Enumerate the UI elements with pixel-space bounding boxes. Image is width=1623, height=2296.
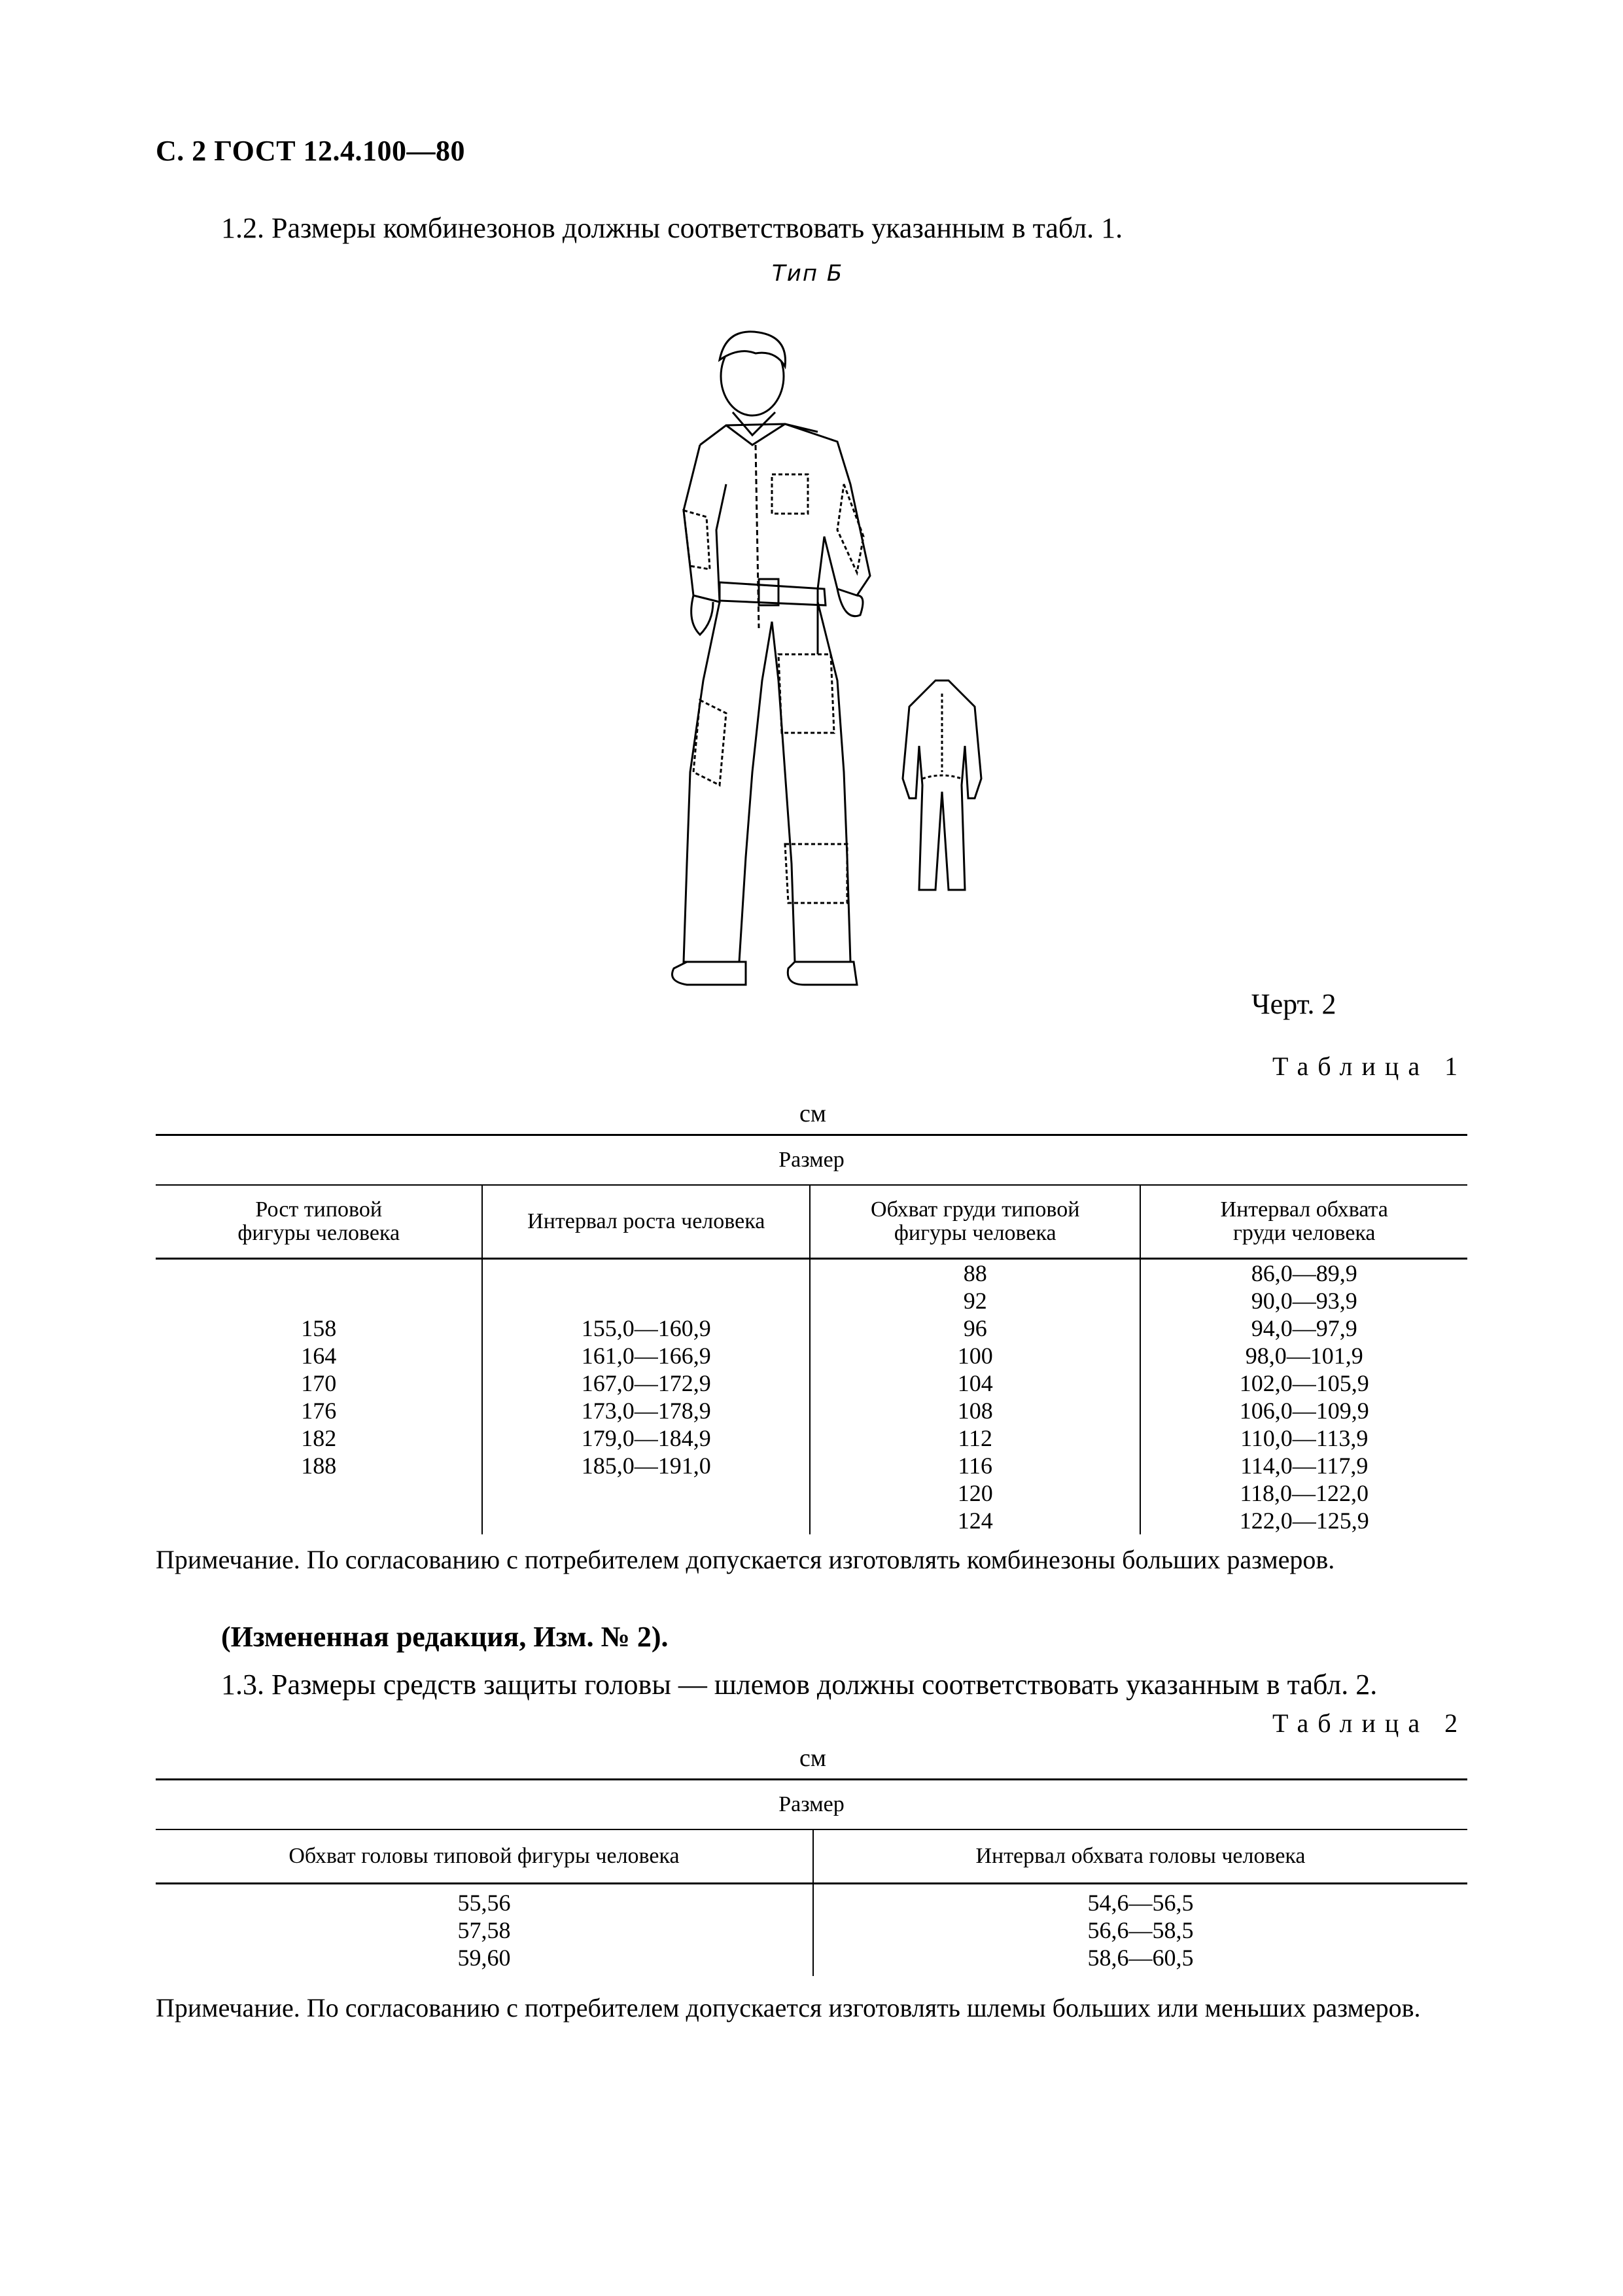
table1-group-header: Размер [156,1135,1467,1186]
table2-col1-header: Обхват головы типовой фигуры человека [156,1829,813,1884]
table-cell: 98,0—101,9 [1245,1343,1363,1369]
table-cell: 55,56 [457,1890,511,1916]
coverall-illustration [621,314,1047,1040]
paragraph-1-2: 1.2. Размеры комбинезонов должны соответствовать указанным в табл. 1. [221,212,1123,244]
table-cell: 112 [958,1425,993,1451]
table-cell: 92 [963,1288,987,1314]
table1-note: Примечание. По согласованию с потребителем допускается изготовлять комбинезоны больших размеров. [156,1545,1335,1574]
table-cell: 170 [301,1370,337,1396]
table2-note: Примечание. По согласованию с потребителем допускается изготовлять шлемы больших или меньших размеров. [156,1993,1421,2022]
table1-title: Таблица 1 [1272,1051,1467,1081]
table-cell: 58,6—60,5 [1087,1945,1194,1971]
table1-col1-line2: фигуры человека [237,1221,400,1245]
figure-chert-label: Черт. 2 [1251,988,1336,1020]
table-cell: 100 [957,1343,993,1369]
table-cell: 108 [957,1398,993,1424]
table1-col-header [810,1185,1140,1259]
table-cell: 88 [963,1260,987,1286]
table-cell: 59,60 [457,1945,511,1971]
table1-col1-values [156,1259,482,1535]
table-cell: 54,6—56,5 [1087,1890,1194,1916]
table1-col-header [482,1185,810,1259]
table1-col-header [1140,1185,1467,1259]
table-cell: 167,0—172,9 [581,1370,711,1396]
table-cell: 173,0—178,9 [581,1398,711,1424]
table-cell: 114,0—117,9 [1240,1453,1369,1479]
table2-col1-values [156,1884,813,1977]
table1-col-header [156,1185,482,1259]
table2-col2-header: Интервал обхвата головы человека [813,1829,1467,1884]
table1-col2-line1: Интервал роста человека [527,1209,765,1233]
table-cell: 86,0—89,9 [1251,1260,1357,1286]
table1-col4-line1: Интервал обхвата [1220,1197,1388,1222]
table-cell: 118,0—122,0 [1240,1480,1369,1506]
table-cell: 164 [301,1343,337,1369]
table-cell: 122,0—125,9 [1239,1508,1369,1534]
table1-col3-line2: фигуры человека [894,1221,1056,1245]
amendment-note: (Измененная редакция, Изм. № 2). [221,1621,669,1653]
table-cell: 182 [301,1425,337,1451]
table2-group-header: Размер [156,1780,1467,1830]
table-cell: 106,0—109,9 [1239,1398,1369,1424]
table1-col4-line2: груди человека [1232,1221,1376,1245]
paragraph-1-3: 1.3. Размеры средств защиты головы — шлемов должны соответствовать указанным в табл. 2. [221,1669,1378,1701]
table1-col1-line1: Рост типовой [255,1197,383,1222]
table-cell: 96 [963,1315,987,1341]
table-cell: 188 [301,1453,337,1479]
table-cell: 124 [957,1508,993,1534]
table2 [156,1778,1467,1976]
table2-title: Таблица 2 [1272,1708,1467,1738]
table-cell: 102,0—105,9 [1239,1370,1369,1396]
table-cell: 110,0—113,9 [1240,1425,1369,1451]
table-cell: 161,0—166,9 [581,1343,711,1369]
table-cell: 155,0—160,9 [581,1315,711,1341]
figure-type-label: Тип Б [772,260,844,287]
table-cell: 185,0—191,0 [581,1453,711,1479]
table-cell: 120 [957,1480,993,1506]
table-cell: 90,0—93,9 [1251,1288,1357,1314]
table1-col4-values [1140,1259,1467,1535]
table1-col3-line1: Обхват груди типовой [871,1197,1080,1222]
table1-unit: см [799,1100,826,1127]
table-cell: 116 [958,1453,993,1479]
table-cell: 57,58 [457,1917,511,1943]
table-cell: 179,0—184,9 [581,1425,711,1451]
table1 [156,1134,1467,1534]
table-cell: 94,0—97,9 [1251,1315,1357,1341]
table2-unit: см [799,1744,826,1772]
table-cell: 56,6—58,5 [1087,1917,1194,1943]
table2-col2-values [813,1884,1467,1977]
table-cell: 104 [957,1370,993,1396]
table1-col2-values [482,1259,810,1535]
table1-col3-values [810,1259,1140,1535]
table-cell: 176 [301,1398,337,1424]
page-header: С. 2 ГОСТ 12.4.100—80 [156,135,466,167]
table-cell: 158 [301,1315,337,1341]
